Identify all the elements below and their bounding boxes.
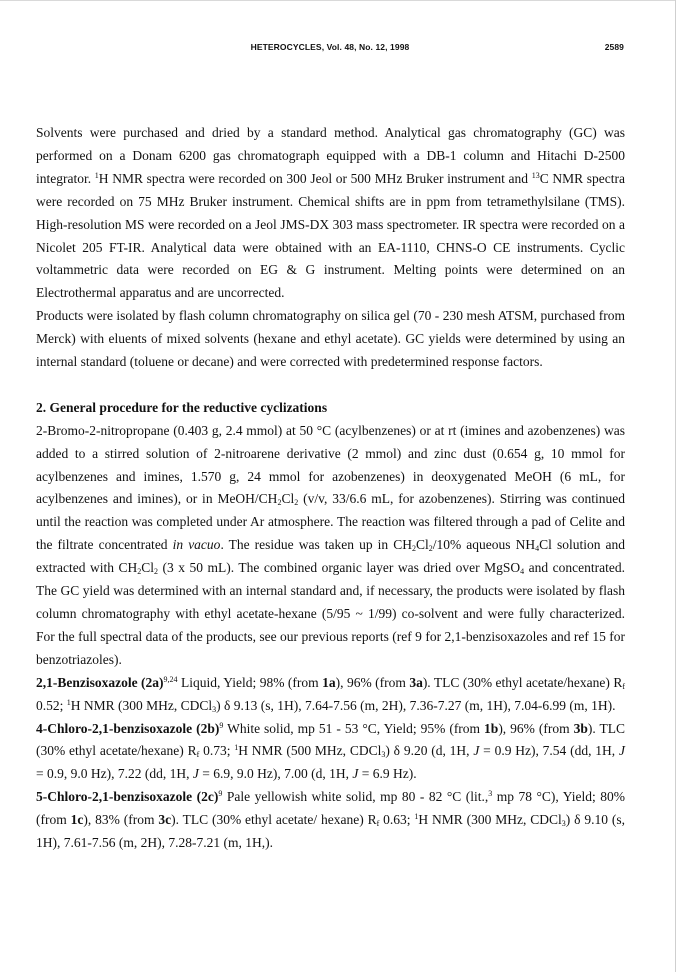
compound-2b-entry: 4-Chloro-2,1-benzisoxazole $(2b)^9$ White solid, mp 51 - 53 °C, Yield; 95% (from 1b), 96% (from 3b). TLC (30% ethyl acetate/hexane) $R_f$ 0.73; $^1$H NMR (500 MHz, CDCl$_3$) δ 9.20 (d, 1H, J = 0.9 Hz), 7.54 (dd, 1H, J = 0.9, 9.0 Hz), 7.22 (dd, 1H, J = 6.9, 9.0 Hz), 7.00 (d, 1H, J = 6.9 Hz). (36, 720, 625, 782)
compound-2c-entry: 5-Chloro-2,1-benzisoxazole $(2c)^9$ Pale yellowish white solid, mp 80 - 82 °C (lit.,$^3$ mp 78 °C), Yield; 80% (from 1c), 83% (from 3c). TLC (30% ethyl acetate/ hexane) $R_f$ 0.63; $^1$H NMR (300 MHz, CDCl$_3$) δ 9.10 (s, 1H), 7.61-7.56 (m, 2H), 7.28-7.21 (m, 1H,). (36, 789, 625, 851)
page-number: 2589 (604, 42, 624, 52)
journal-citation: HETEROCYCLES, Vol. 48, No. 12, 1998 (250, 42, 410, 52)
spacer (36, 374, 625, 397)
paragraph-general-procedure: 2-Bromo-2-nitropropane (0.403 g, 2.4 mmol) at 50 °C (acylbenzenes) or at rt (imines and azobenzenes) was added to a stirred solution of 2-nitroarene derivative (2 mmol) and zinc dust (0.654 g, 10 mmol for acylbenzenes and imines, 1.570 g, 24 mmol for azobenzenes) in deoxygenated MeOH (6 mL, for acylbenzenes and imines), or in MeOH/$CH_2Cl_2$ (v/v, 33/6.6 mL, for azobenzenes). Stirring was continued until the reaction was completed under Ar atmosphere. The reaction was filtered through a pad of Celite and the filtrate concentrated in vacuo. The residue was taken up in $CH_2Cl_2/10\%$ aqueous $NH_4Cl$ solution and extracted with $CH_2Cl_2$ (3 x 50 mL). The combined organic layer was dried over MgSO$_4$ and concentrated. The GC yield was determined with an internal standard and, if necessary, the products were isolated by flash column chromatography with ethyl acetate-hexane (5/95 ~ 1/99) co-solvent and were fully characterized. For the full spectral data of the products, see our previous reports (ref 9 for 2,1-benzisoxazoles and ref 15 for benzotriazoles). (36, 422, 626, 667)
article-body (36, 122, 625, 855)
compound-2a-entry: 2,1-Benzisoxazole $(2a)^{9,24}$ Liquid, Yield; 98% (from 1a), 96% (from 3a). TLC (30% ethyl acetate/hexane) $R_f$ 0.52; $^1$H NMR (300 MHz, CDCl$_3$) δ 9.13 (s, 1H), 7.64-7.56 (m, 2H), 7.36-7.27 (m, 1H), 7.04-6.99 (m, 1H). (36, 674, 625, 714)
page-top-border (0, 0, 676, 1)
running-header (36, 42, 624, 58)
paragraph-purification: Products were isolated by flash column chromatography on silica gel (70 - 230 mesh ATSM, purchased from Merck) with eluents of mixed solvents (hexane and ethyl acetate). GC yields were determined by using an internal standard (toluene or decane) and were corrected with predetermined response factors. (36, 308, 625, 370)
section-heading: 2. General procedure for the reductive cyclizations (36, 399, 328, 415)
paragraph-instruments: Solvents were purchased and dried by a standard method. Analytical gas chromatography (GC) was performed on a Donam 6200 gas chromatograph equipped with a DB-1 column and Hitachi D-2500 integrator. $^1$H NMR spectra were recorded on 300 Jeol or 500 MHz Bruker instrument and $^{13}$C NMR spectra were recorded on 75 MHz Bruker instrument. Chemical shifts are in ppm from tetramethylsilane (TMS). High-resolution MS were recorded on a Jeol JMS-DX 303 mass spectrometer. IR spectra were recorded on a Nicolet 205 FT-IR. Analytical data were obtained with an EA-1110, CHNS-O CE instruments. Cyclic voltammetric data were recorded on EG & G instrument. Melting points were determined on an Electrothermal apparatus and are uncorrected. (36, 125, 625, 301)
